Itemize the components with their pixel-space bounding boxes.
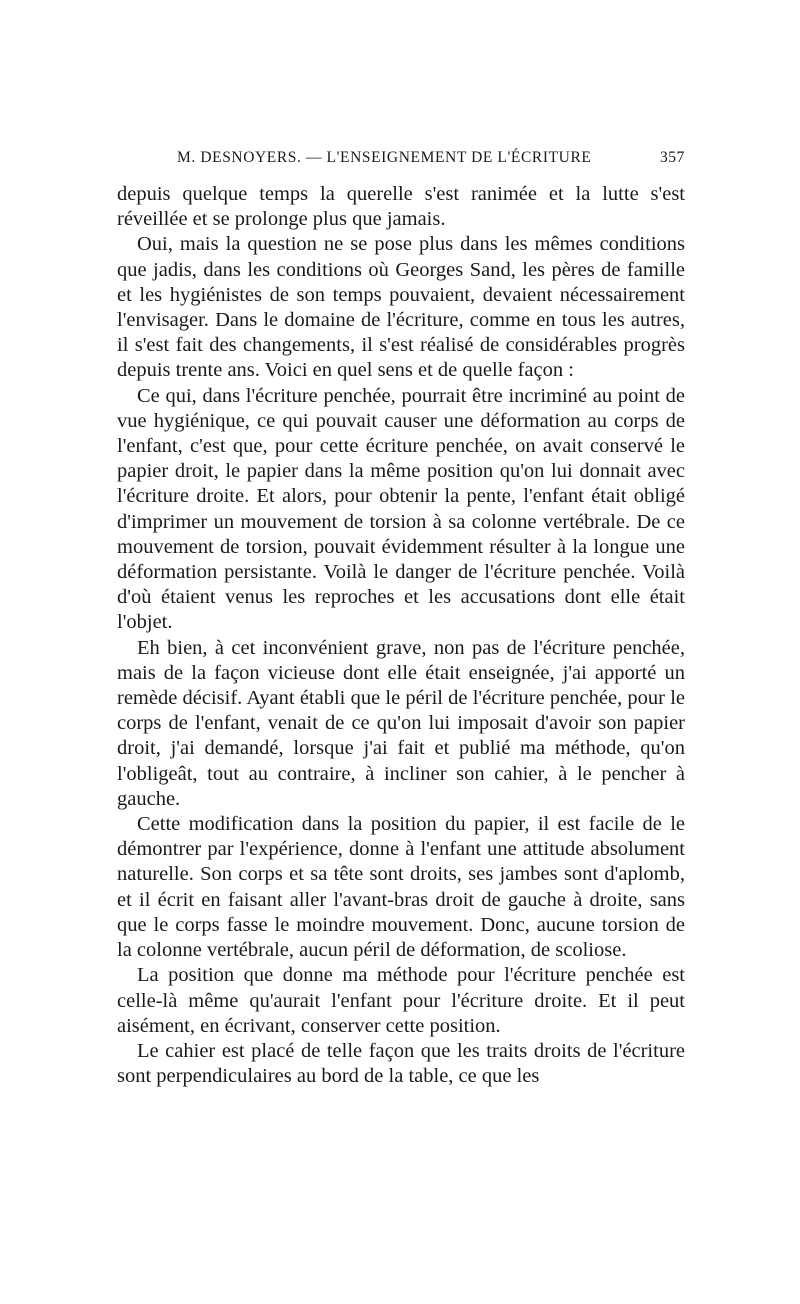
paragraph: Le cahier est placé de telle façon que les traits droits de l'écriture sont perpendiculaires au bord de la table, ce que les [117, 1039, 685, 1088]
running-title: M. DESNOYERS. — L'ENSEIGNEMENT DE L'ÉCRITURE [177, 149, 592, 166]
paragraph: Oui, mais la question ne se pose plus dans les mêmes conditions que jadis, dans les conditions où Georges Sand, les pères de famille et les hygiénistes de son temps pouvaient, devaient nécessairement l'envisager. Dans le domaine de l'écriture, comme en tous les autres, il s'est fait des changements, il s'est réalisé de considérables progrès depuis trente ans. Voici en quel sens et de quelle façon : [117, 233, 685, 382]
paragraph: Ce qui, dans l'écriture penchée, pourrait être incriminé au point de vue hygiénique, ce qui pouvait causer une déformation au corps de l'enfant, c'est que, pour cette écriture penchée, on avait conservé le papier droit, le papier dans la même position qu'on lui donnait avec l'écriture droite. Et alors, pour obtenir la pente, l'enfant était obligé d'imprimer un mouvement de torsion à sa colonne vertébrale. De ce mouvement de torsion, pouvait évidemment résulter à la longue une déformation persistante. Voilà le danger de l'écriture penchée. Voilà d'où étaient venus les reproches et les accusations dont elle était l'objet. [117, 384, 685, 634]
paragraph: depuis quelque temps la querelle s'est ranimée et la lutte s'est réveillée et se prolonge plus que jamais. [117, 183, 685, 231]
paragraph: Eh bien, à cet inconvénient grave, non pas de l'écriture penchée, mais de la façon vicieuse dont elle était enseignée, j'ai apporté un remède décisif. Ayant établi que le péril de l'écriture penchée, pour le corps de l'enfant, venait de ce qu'on lui imposait d'avoir son papier droit, j'ai demandé, lorsque j'ai fait et publié ma méthode, qu'on l'obligeât, tout au contraire, à incliner son cahier, à le pencher à gauche. [117, 636, 685, 810]
paragraph: La position que donne ma méthode pour l'écriture penchée est celle-là même qu'aurait l'enfant pour l'écriture droite. Et il peut aisément, en écrivant, conserver cette position. [117, 964, 685, 1037]
paragraph: Cette modification dans la position du papier, il est facile de le démontrer par l'expérience, donne à l'enfant une attitude absolument naturelle. Son corps et sa tête sont droits, ses jambes sont d'aplomb, et il écrit en faisant aller l'avant-bras droit de gauche à droite, sans que le corps fasse le moindre mouvement. Donc, aucune torsion de la colonne vertébrale, aucun péril de déformation, de scoliose. [117, 813, 685, 962]
page-number: 357 [659, 149, 685, 166]
book-page [117, 142, 685, 1089]
running-head [117, 142, 685, 174]
body-text [117, 182, 685, 1089]
